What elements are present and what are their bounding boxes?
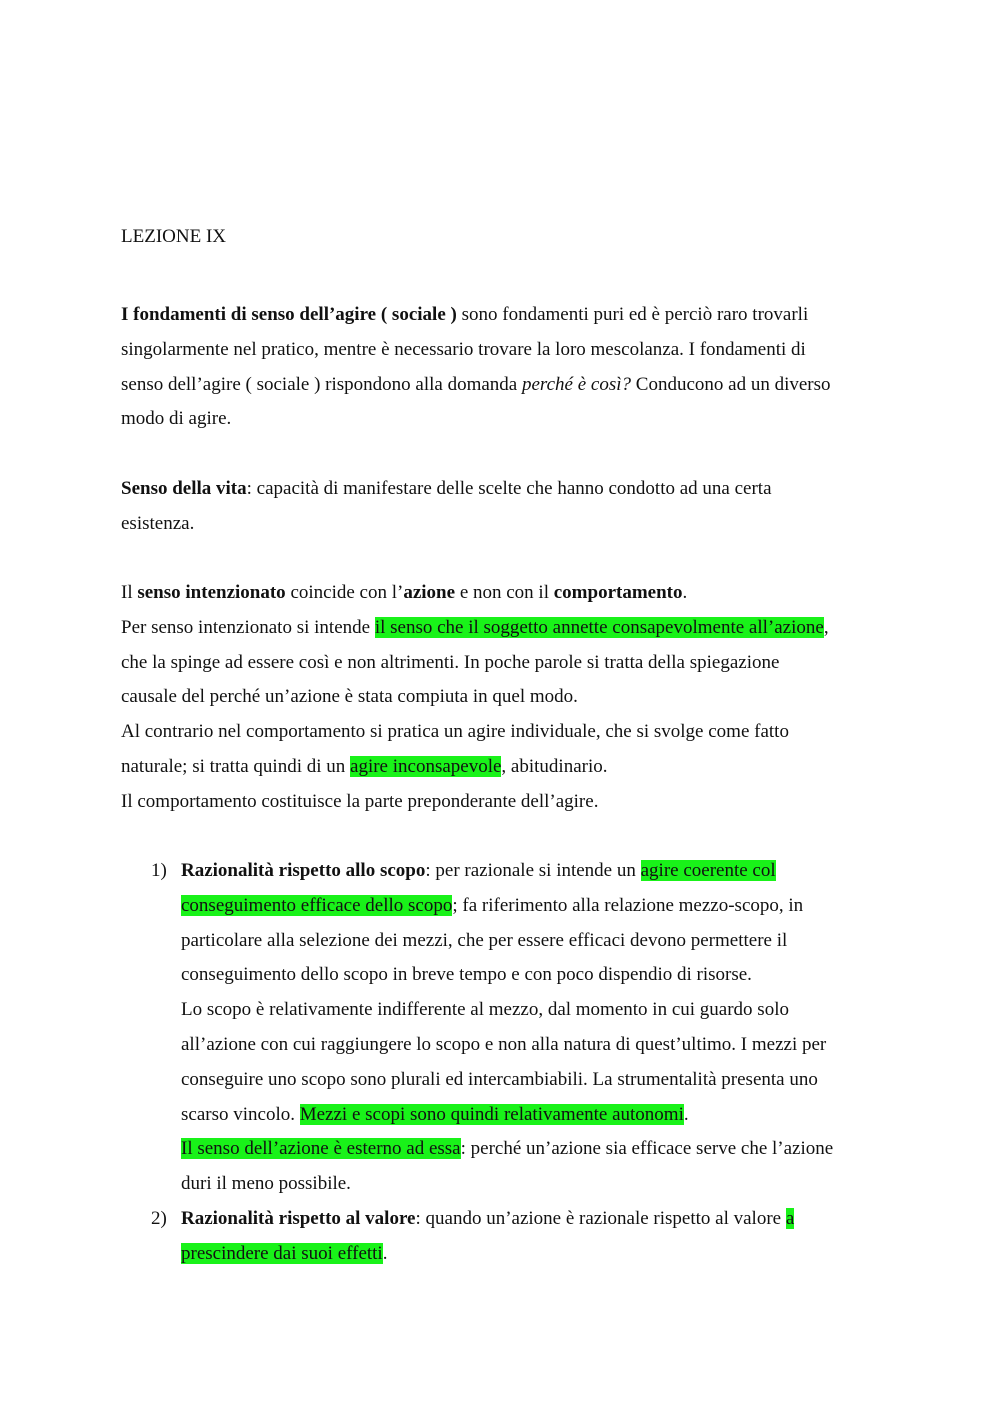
list-item-scopo — [181, 854, 901, 1202]
list-item-valore — [181, 1202, 901, 1272]
list-number-1: 1) — [151, 860, 167, 881]
text-line: che la spinge ad essere così e non altrimenti. In poche parole si tratta della spiegazione — [121, 651, 780, 673]
bold-term: senso intenzionato — [137, 582, 286, 603]
highlighted-text: agire inconsapevole — [350, 755, 502, 777]
paragraph-senso-vita — [121, 472, 891, 542]
text-line: Al contrario nel comportamento si pratica un agire individuale, che si svolge come fatto — [121, 721, 789, 743]
text-line — [121, 750, 891, 785]
highlighted-text: conseguimento efficace dello scopo — [181, 894, 453, 916]
bold-term: Senso della vita — [121, 478, 247, 499]
text-line — [121, 611, 891, 646]
text-line — [181, 1098, 901, 1133]
text-span: naturale; si tratta quindi di un — [121, 755, 351, 777]
text-span: scarso vincolo. — [181, 1103, 300, 1125]
lesson-title: LEZIONE IX — [121, 226, 226, 247]
text-line: modo di agire. — [121, 408, 232, 430]
text-span: ; fa riferimento alla relazione mezzo-scopo, in — [452, 894, 804, 916]
text-span: , — [823, 616, 829, 638]
text-span: . — [683, 1103, 689, 1125]
text-span: , abitudinario. — [501, 755, 608, 777]
bold-term: I fondamenti di senso dell’agire ( sociale ) — [121, 304, 457, 325]
text-span: : quando un’azione è razionale rispetto al valore — [415, 1208, 786, 1229]
bold-term: azione — [403, 582, 456, 603]
highlighted-text: a — [785, 1208, 795, 1229]
text-line: Lo scopo è relativamente indifferente al mezzo, dal momento in cui guardo solo — [181, 999, 789, 1021]
text-span: Per senso intenzionato si intende — [121, 616, 375, 638]
text-line — [181, 1202, 901, 1237]
list-number-2: 2) — [151, 1208, 167, 1229]
text-line: conseguire uno scopo sono plurali ed intercambiabili. La strumentalità presenta uno — [181, 1068, 818, 1090]
bold-term: Razionalità rispetto allo scopo — [181, 860, 426, 881]
text-line — [181, 1237, 901, 1272]
text-span: : capacità di manifestare delle scelte che hanno condotto ad una certa — [246, 478, 772, 499]
text-line: esistenza. — [121, 512, 195, 534]
text-line: Il comportamento costituisce la parte preponderante dell’agire. — [121, 790, 599, 812]
bold-term: comportamento — [553, 582, 683, 603]
highlighted-text: Il senso dell’azione è esterno ad essa — [181, 1138, 461, 1160]
text-line: duri il meno possibile. — [181, 1173, 351, 1195]
text-span: e non con il — [455, 582, 554, 603]
text-line: conseguimento dello scopo in breve tempo e con poco dispendio di risorse. — [181, 964, 752, 986]
highlighted-text: agire coerente col — [640, 860, 776, 881]
text-span: sono fondamenti puri ed è perciò raro trovarli — [456, 304, 809, 325]
text-line: causale del perché un’azione è stata compiuta in quel modo. — [121, 686, 578, 708]
highlighted-text: il senso che il soggetto annette consapevolmente all’azione — [374, 616, 824, 638]
text-line — [121, 472, 891, 507]
text-span: . — [682, 582, 688, 603]
bold-term: Razionalità rispetto al valore — [181, 1208, 416, 1229]
text-span: : perché un’azione sia efficace serve che l’azione — [460, 1138, 834, 1160]
paragraph-senso-intenzionato — [121, 576, 891, 820]
paragraph-fondamenti — [121, 298, 891, 437]
text-line: all’azione con cui raggiungere lo scopo e non alla natura di quest’ultimo. I mezzi per — [181, 1033, 827, 1055]
text-line — [121, 298, 891, 333]
text-line — [181, 854, 901, 889]
text-span: coincide con l’ — [285, 582, 404, 603]
text-line — [121, 576, 891, 611]
text-span: senso dell’agire ( sociale ) rispondono alla domanda — [121, 373, 522, 395]
text-span: : per razionale si intende un — [425, 860, 641, 881]
text-span: Conducono ad un diverso — [631, 373, 831, 395]
text-line — [121, 368, 891, 403]
text-span: . — [382, 1242, 388, 1264]
italic-question: perché è così? — [522, 373, 632, 395]
text-line: singolarmente nel pratico, mentre è necessario trovare la loro mescolanza. I fondamenti di — [121, 338, 806, 360]
text-line: particolare alla selezione dei mezzi, che per essere efficaci devono permettere il — [181, 929, 788, 951]
text-line — [181, 889, 901, 924]
text-line — [181, 1132, 901, 1167]
highlighted-text: prescindere dai suoi effetti — [181, 1242, 383, 1264]
highlighted-text: Mezzi e scopi sono quindi relativamente autonomi — [299, 1103, 684, 1125]
text-span: Il — [121, 582, 138, 603]
